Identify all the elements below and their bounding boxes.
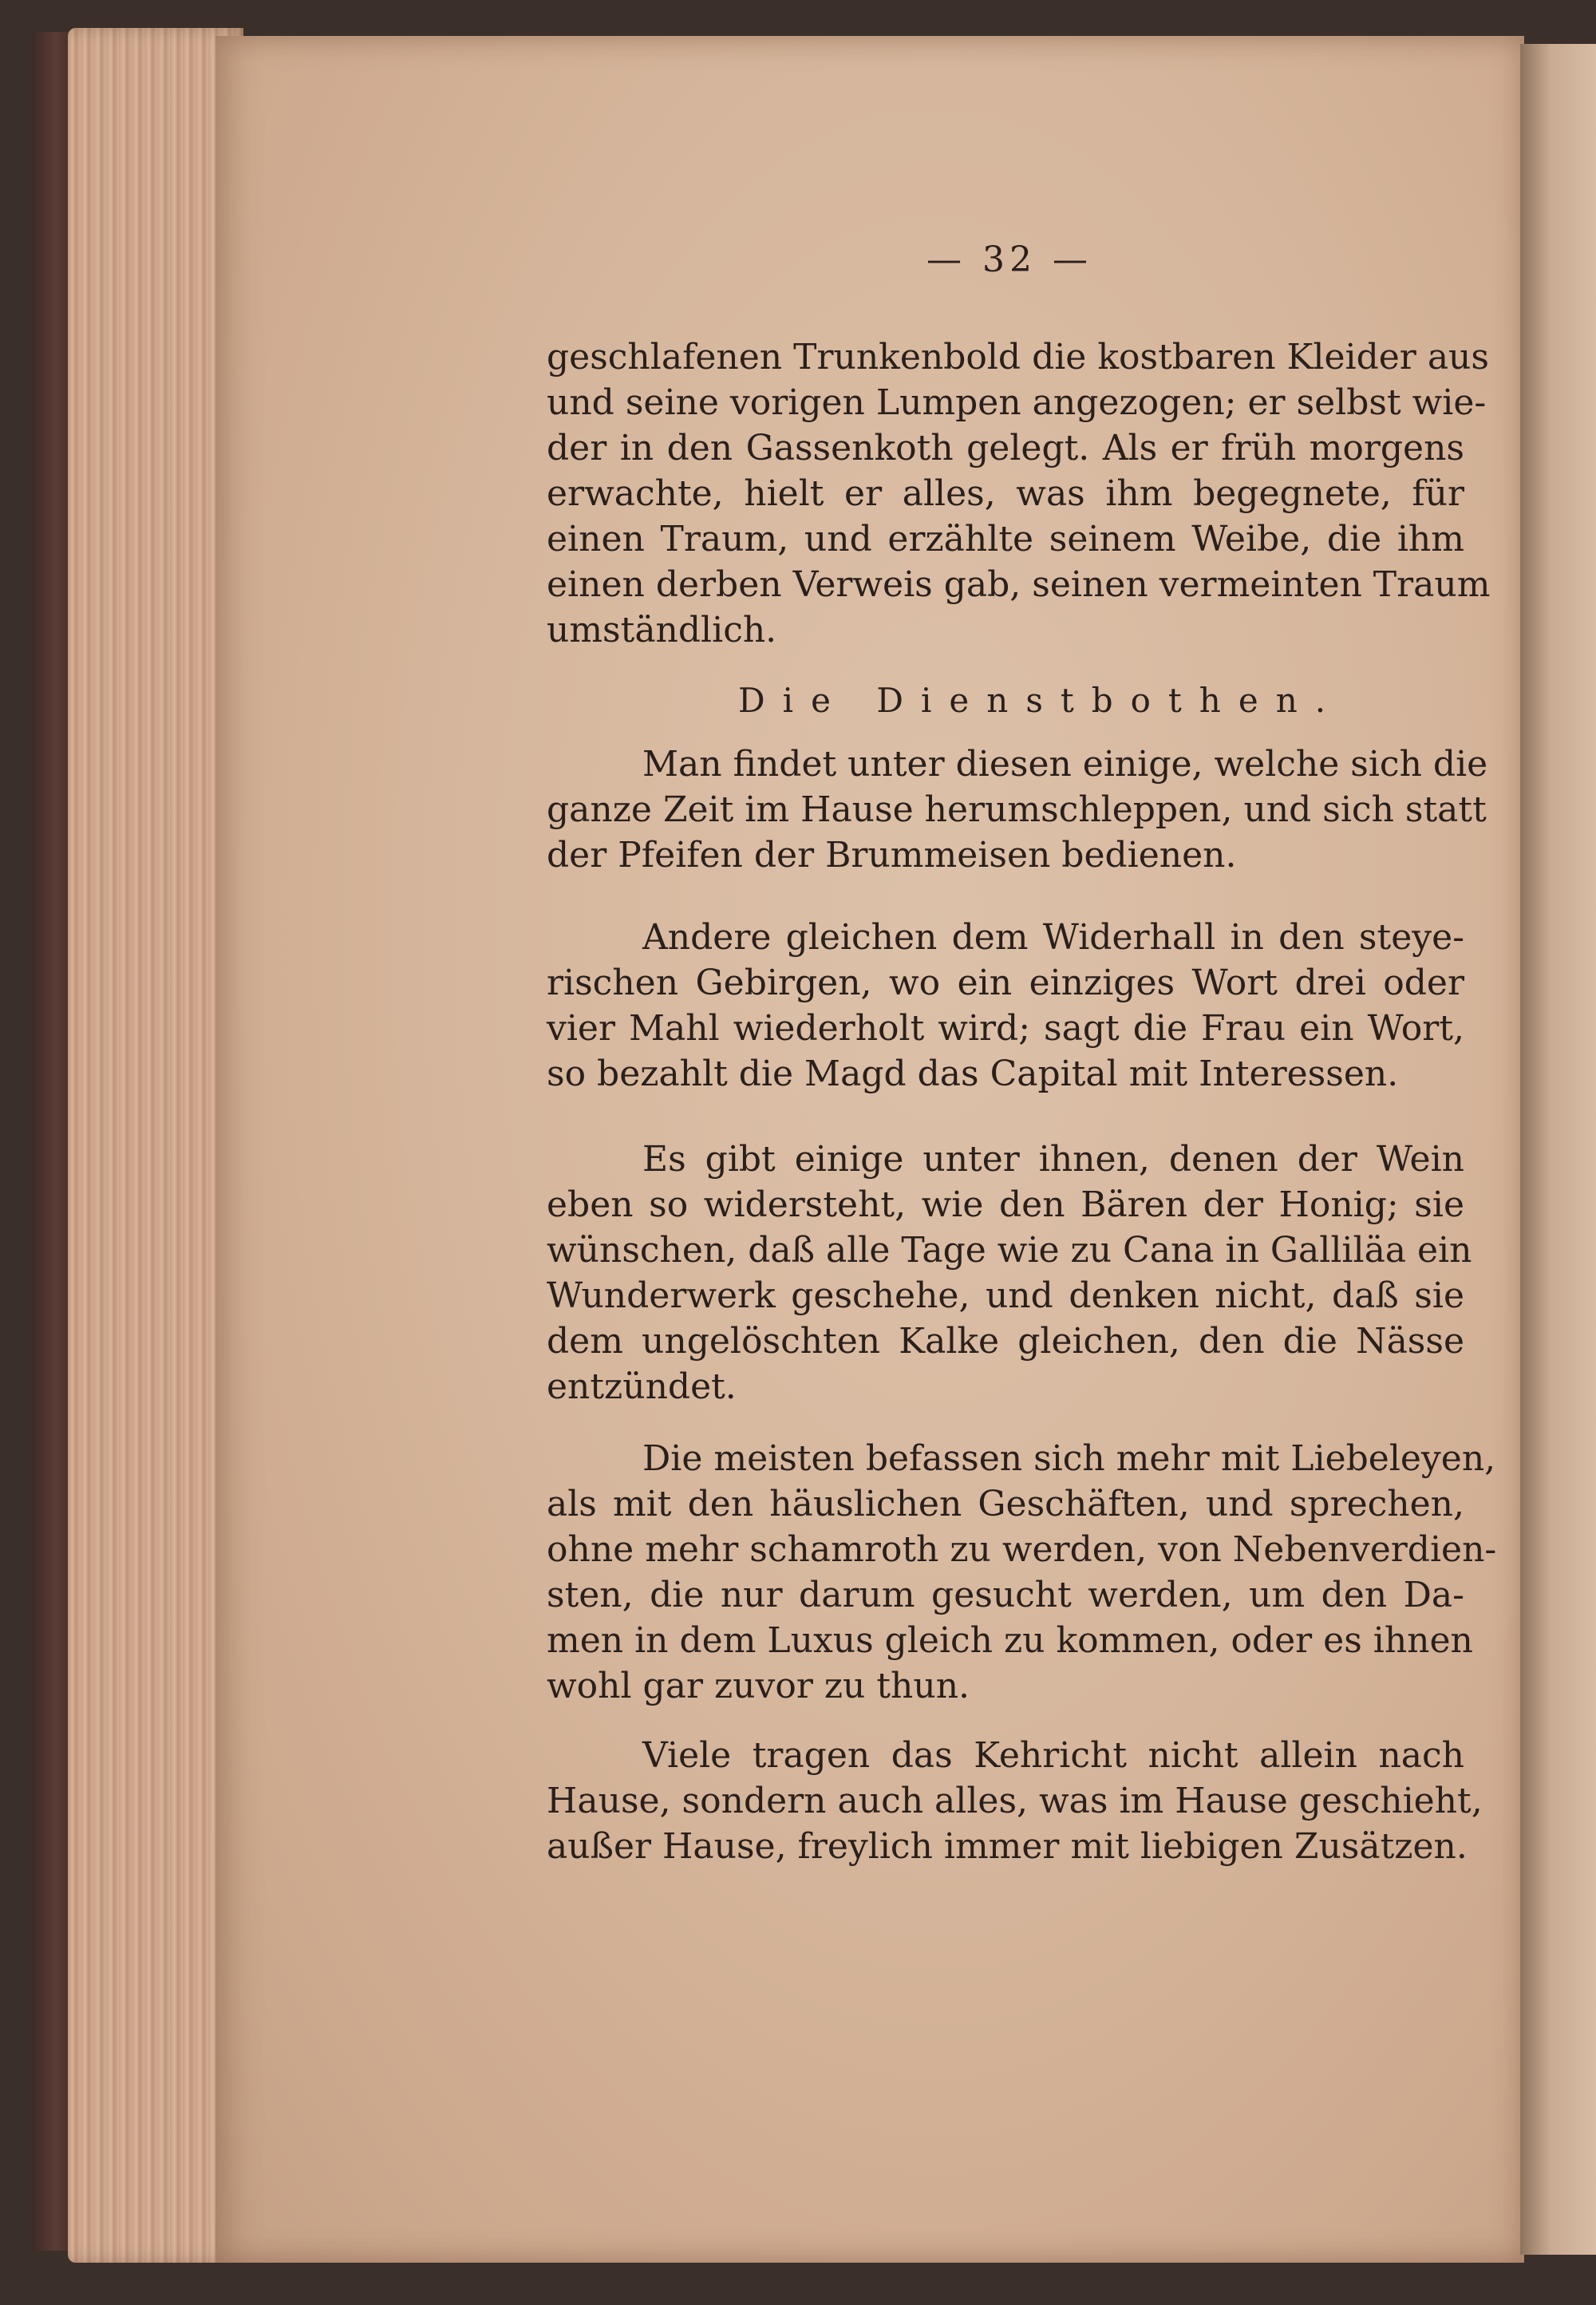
text-line: der Pfeifen der Brummeisen bedienen. — [547, 835, 1237, 876]
text-line: Es gibt einige unter ihnen, denen der Wein — [642, 1139, 1464, 1180]
text-line: rischen Gebirgen, wo ein einziges Wort drei oder — [547, 963, 1464, 1003]
text-line: einen Traum, und erzählte seinem Weibe, die ihm — [547, 519, 1464, 559]
text-line: wohl gar zuvor zu thun. — [547, 1666, 970, 1706]
text-line: Andere gleichen dem Widerhall in den steye- — [642, 917, 1464, 958]
text-line: eben so widersteht, wie den Bären der Honig; sie — [547, 1184, 1464, 1225]
text-line: men in dem Luxus gleich zu kommen, oder es ihnen — [547, 1620, 1473, 1661]
text-line: erwachte, hielt er alles, was ihm begegnete, für — [547, 473, 1464, 514]
section-heading: Die Dienstbothen. — [738, 681, 1344, 720]
text-line: außer Hause, freylich immer mit liebigen Zusätzen. — [547, 1826, 1468, 1867]
text-line: so bezahlt die Magd das Capital mit Interessen. — [547, 1054, 1399, 1094]
text-line: geschlafenen Trunkenbold die kostbaren Kleider aus — [547, 337, 1489, 378]
text-line: wünschen, daß alle Tage wie zu Cana in Galliläa ein — [547, 1230, 1472, 1271]
text-line: als mit den häuslichen Geschäften, und sprechen, — [547, 1484, 1464, 1524]
text-line: Wunderwerk geschehe, und denken nicht, daß sie — [547, 1275, 1464, 1316]
text-line: vier Mahl wiederholt wird; sagt die Frau ein Wort, — [547, 1008, 1464, 1049]
text-line: Viele tragen das Kehricht nicht allein nach — [642, 1735, 1464, 1776]
facing-page-edge — [1520, 44, 1596, 2255]
page-number: — 32 — — [926, 239, 1092, 280]
text-line: ohne mehr schamroth zu werden, von Nebenverdien- — [547, 1529, 1497, 1570]
text-line: Hause, sondern auch alles, was im Hause geschieht, — [547, 1781, 1483, 1821]
text-line: Die meisten befassen sich mehr mit Liebeleyen, — [642, 1438, 1496, 1479]
text-line: umständlich. — [547, 610, 777, 650]
text-line: und seine vorigen Lumpen angezogen; er selbst wie- — [547, 382, 1487, 423]
text-line: einen derben Verweis gab, seinen vermeinten Traum — [547, 564, 1491, 605]
text-line: Man findet unter diesen einige, welche sich die — [642, 744, 1488, 785]
text-line: dem ungelöschten Kalke gleichen, den die Nässe — [547, 1321, 1464, 1362]
text-line: entzündet. — [547, 1366, 737, 1407]
text-line: der in den Gassenkoth gelegt. Als er früh morgens — [547, 428, 1464, 469]
text-line: ganze Zeit im Hause herumschleppen, und sich statt — [547, 789, 1487, 830]
text-line: sten, die nur darum gesucht werden, um den Da- — [547, 1575, 1464, 1615]
